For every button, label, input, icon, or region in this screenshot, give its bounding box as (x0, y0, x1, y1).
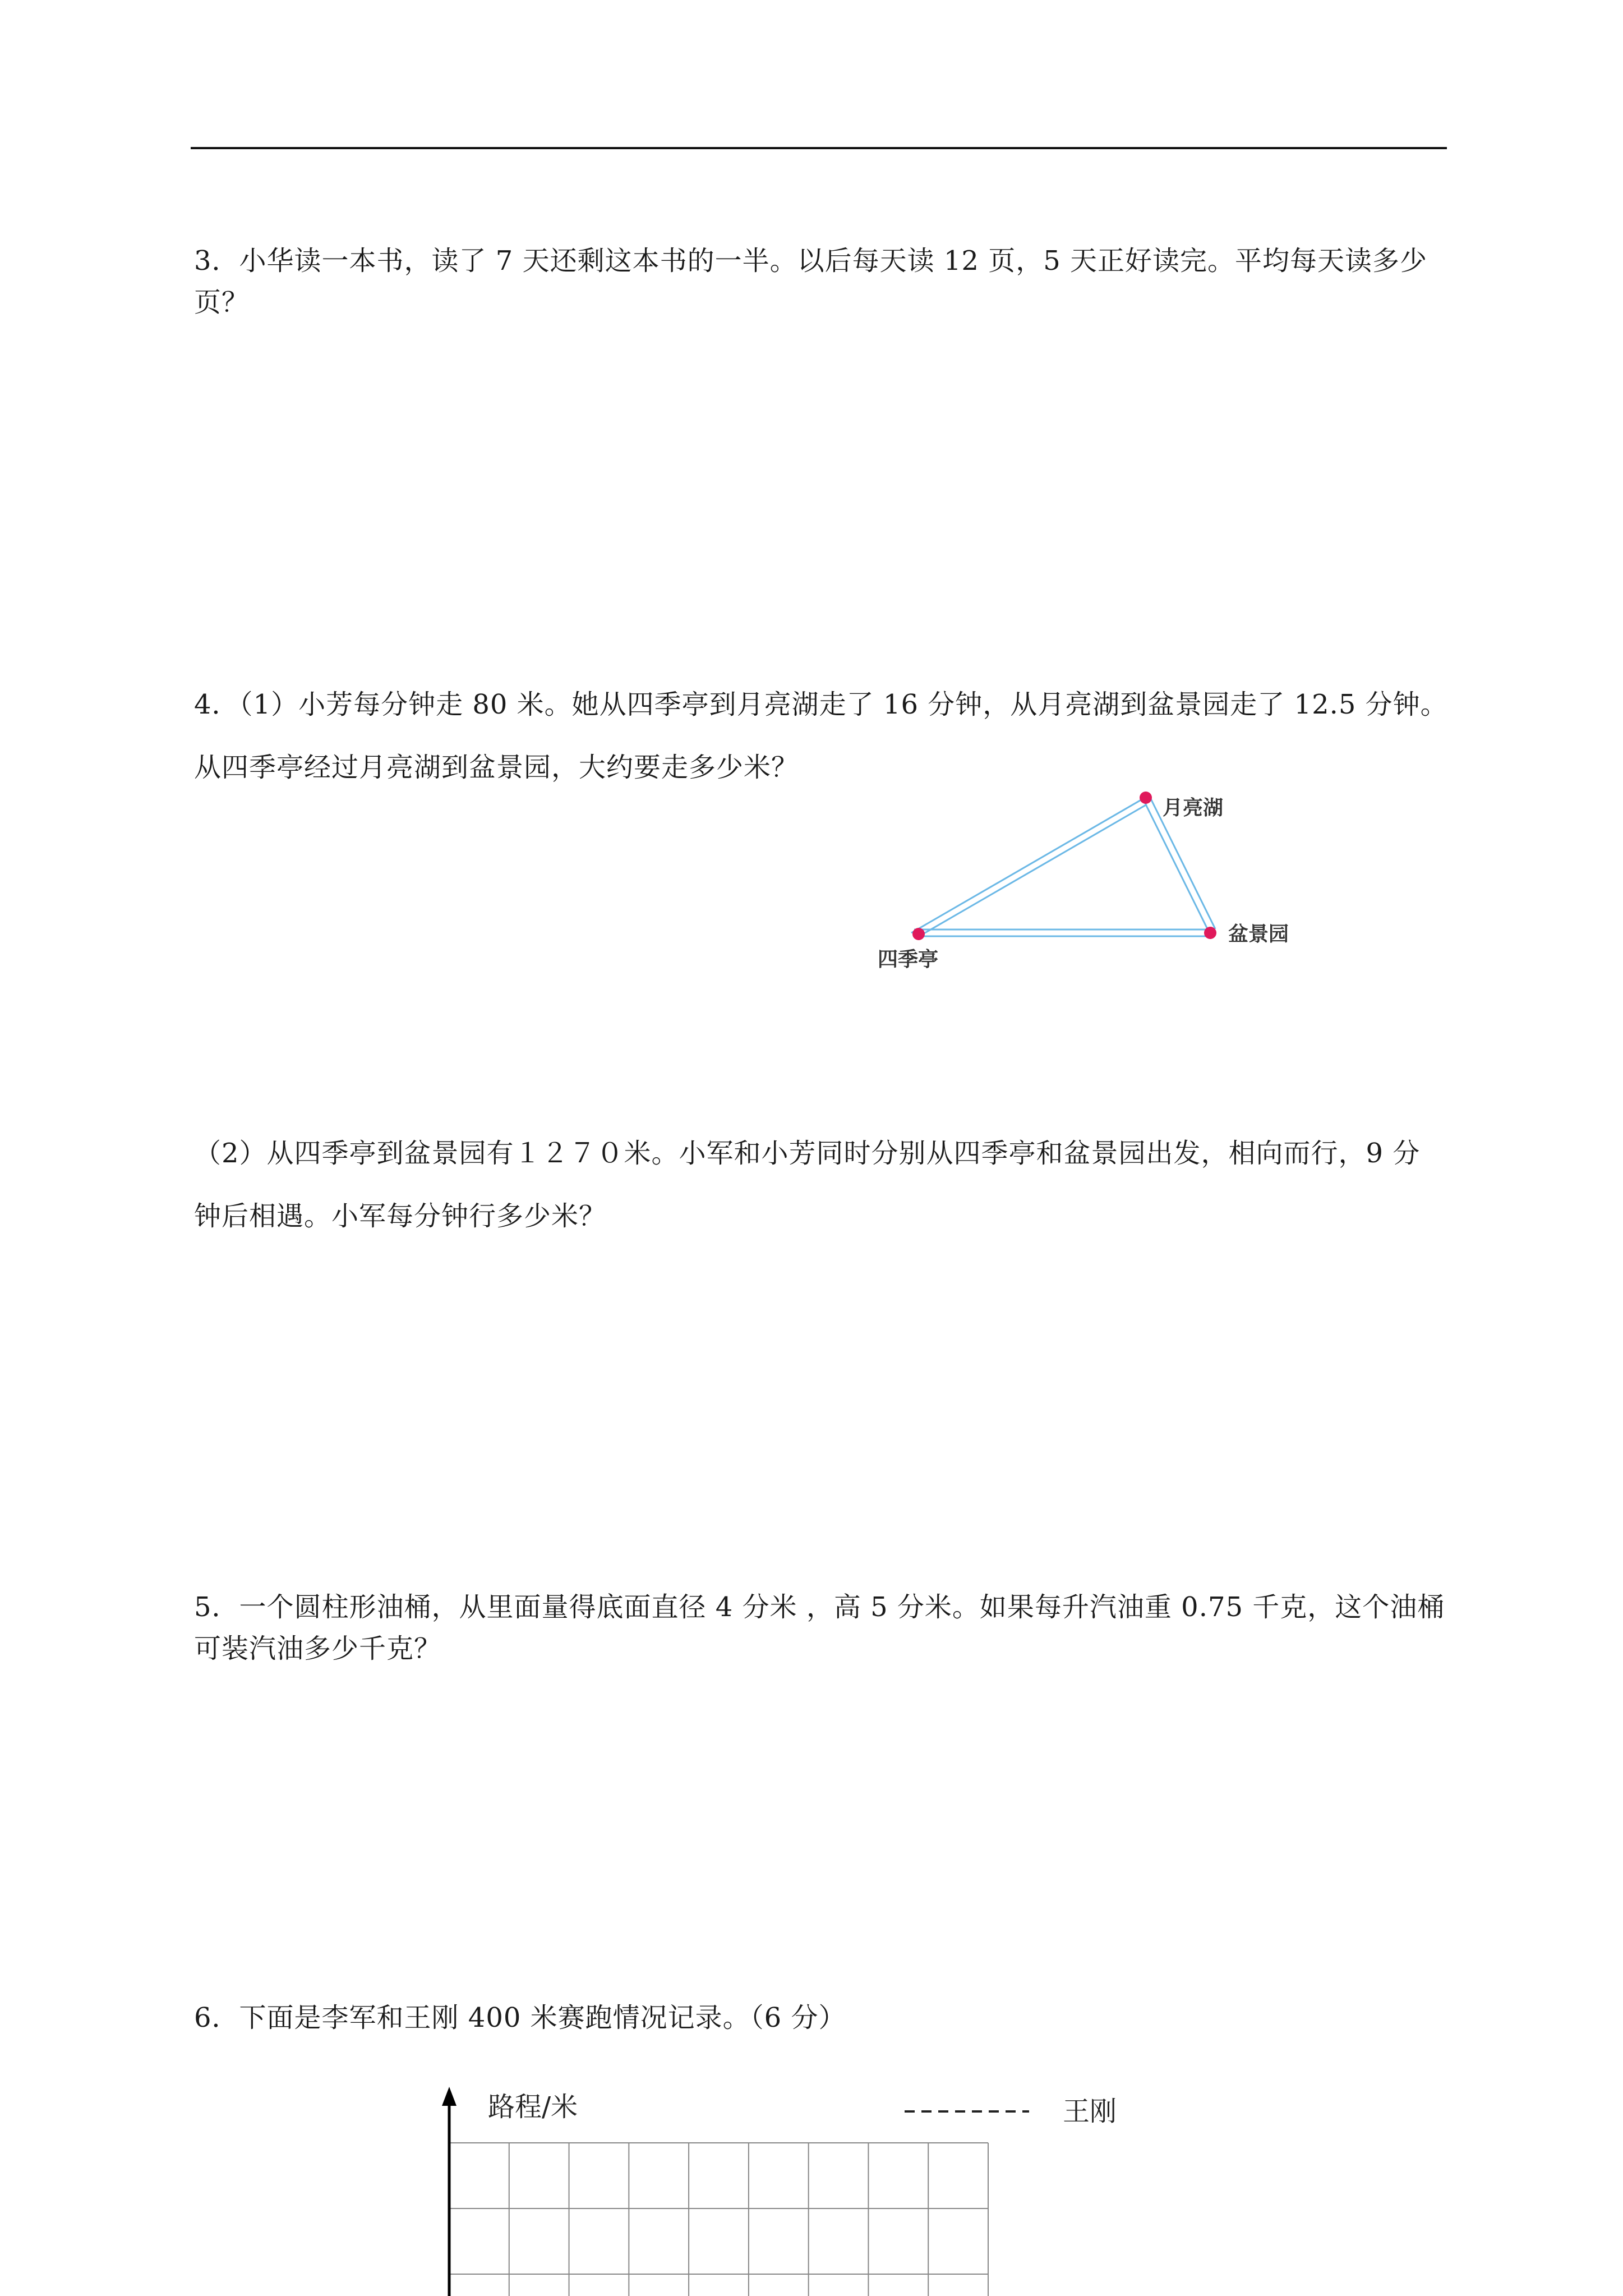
question-6 (194, 1997, 1450, 2039)
point-penjingyuan (1204, 927, 1216, 939)
label-yuelianghu: 月亮湖 (1163, 796, 1224, 820)
route-yueliang-penjing-outer (1144, 800, 1209, 931)
question-3-text: 3．小华读一本书，读了 7 天还剩这本书的一半。以后每天读 12 页，5 天正好读完。平均每天读多少页？ (194, 245, 1427, 319)
question-3 (194, 240, 1450, 324)
point-yuelianghu (1140, 792, 1152, 804)
route-siji-yueliang-inner (915, 804, 1147, 938)
question-4-2-line-2: 钟后相遇。小军每分钟行多少米？ (194, 1200, 607, 1232)
question-5-text: 5．一个圆柱形油桶，从里面量得底面直径 4 分米 ，高 5 分米。如果每升汽油重 0.75 千克，这个油桶可装汽油多少千克？ (194, 1591, 1445, 1665)
y-axis-arrow (442, 2087, 457, 2106)
header-rule (191, 147, 1447, 149)
question-6-text: 6．下面是李军和王刚 400 米赛跑情况记录。（6 分） (194, 2002, 846, 2033)
question-4-1-line-2: 从四季亭经过月亮湖到盆景园，大约要走多少米？ (194, 752, 799, 783)
chart-grid (449, 2143, 988, 2296)
route-siji-yueliang-outer (911, 799, 1143, 933)
legend-label-wanggang: 王刚 (1063, 2096, 1117, 2127)
point-sijiting (912, 928, 925, 940)
y-axis-label: 路程/米 (488, 2091, 578, 2123)
question-5 (194, 1586, 1450, 1670)
race-record-chart (426, 2087, 1166, 2296)
route-triangle-diagram (872, 780, 1321, 976)
question-4-1-line-1: 4．（1）小芳每分钟走 80 米。她从四季亭到月亮湖走了 16 分钟，从月亮湖到盆景园走了 12.5 分钟。 (194, 689, 1448, 720)
question-4-2-line-1: （2）从四季亭到盆景园有１２７０米。小军和小芳同时分别从四季亭和盆景园出发，相向而行，9 分 (194, 1138, 1421, 1169)
label-penjingyuan: 盆景园 (1228, 922, 1289, 946)
question-4-part-2 (194, 1122, 1450, 1248)
label-sijiting: 四季亭 (878, 947, 939, 971)
